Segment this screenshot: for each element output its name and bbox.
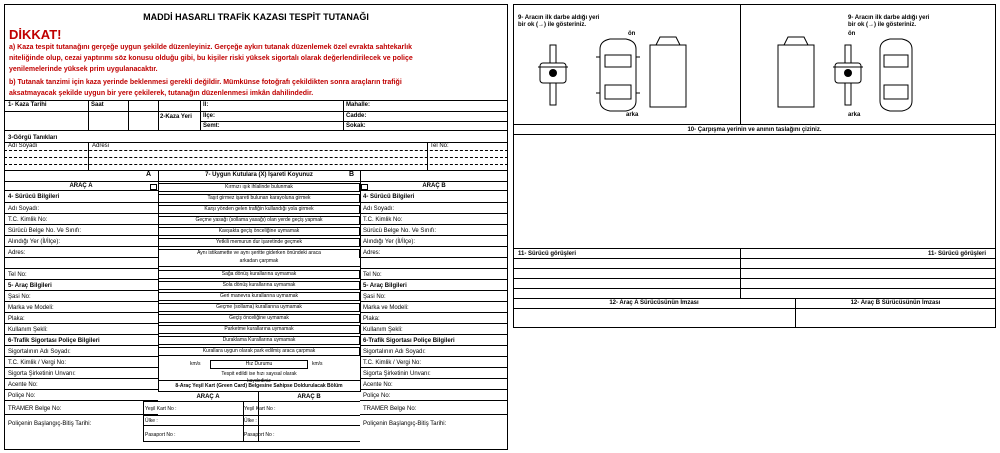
b-tc-label: T.C. Kimlik No: — [363, 217, 403, 223]
s9-b-label-2: bir ok (→) ile gösteriniz. — [848, 22, 917, 28]
s7-row-10[interactable]: Geri manevra kurallarına uymamak — [158, 292, 360, 301]
s11-a-title: 11- Sürücü görüşleri — [518, 251, 577, 257]
b-tramer-label: TRAMER Belge No: — [363, 406, 417, 412]
s7-row-11[interactable]: Geçme (sollama) kurallarına uymamak — [158, 303, 360, 312]
s8-a-ulke: Ülke : — [145, 418, 158, 424]
s8-a-yesil: Yeşil Kart No : — [145, 406, 177, 412]
s7-row-7b: arkadan çarpmak — [158, 258, 360, 267]
saat-label: Saat — [91, 102, 104, 108]
motorcycle-icon — [538, 45, 568, 105]
s7-row-4[interactable]: Geçme yasağı (sollama yasağı) olan yerde geçiş yapmak — [158, 216, 360, 225]
a-sasi-label: Şasi No: — [8, 294, 31, 300]
s9-a-on: ön — [628, 31, 636, 37]
s9-b-vehicles — [770, 35, 930, 115]
signature-a-field[interactable] — [514, 309, 794, 327]
a-belge-label: Sürücü Belge No. Ve Sınıfı: — [8, 228, 82, 234]
s8-arac-b: ARAÇ B — [297, 394, 321, 400]
a-marka-label: Marka ve Modeli: — [8, 305, 54, 311]
s7-hiz-note-2: kaydediniz — [247, 378, 271, 384]
s7-row-1[interactable]: Kırmızı ışık ihlalinde bulunmak — [158, 183, 360, 192]
semt-label: Semt: — [203, 123, 220, 129]
s7-hiz-note: Tespit edildi ise hızı sayısal olarak — [221, 371, 297, 377]
motorcycle-icon — [833, 45, 863, 105]
arac-a-letter: A — [146, 171, 152, 178]
s7-row-5[interactable]: Kavşakta geçiş önceliğine uymamak — [158, 227, 360, 236]
b-tel-label: Tel No: — [363, 272, 382, 278]
s7-row-13[interactable]: Parketme kurallarına uymamak — [158, 325, 360, 334]
a-acente-label: Acente No: — [8, 382, 38, 388]
s9-a-arka: arka — [626, 112, 639, 118]
s7-row-9[interactable]: Sola dönüş kurallarına uymamak — [158, 281, 360, 290]
s9-b-arka: arka — [848, 112, 861, 118]
s8-arac-a: ARAÇ A — [196, 394, 220, 400]
s8-b-yesil: Yeşil Kart No : — [244, 406, 276, 412]
b-vergi-label: T.C. Kimlik / Vergi No: — [363, 360, 422, 366]
tanik-adi-label: Adı Soyadı — [8, 143, 38, 149]
sokak-label: Sokak: — [346, 123, 366, 129]
kaza-yeri-label: 2-Kaza Yeri — [160, 114, 192, 120]
kaza-tarihi-field[interactable] — [8, 112, 86, 128]
a-sigortali-label: Sigortalının Adı Soyadı: — [8, 349, 71, 355]
b-police-label: Poliçe No: — [363, 393, 391, 399]
section-8-title: 8-Araç Yeşil Kart (Green Card) Belgesine Sahipse Doldurulacak Bölüm — [175, 383, 343, 389]
s9-a-label-2: bir ok (→) ile gösteriniz. — [518, 22, 587, 28]
cadde-label: Cadde: — [346, 113, 367, 119]
b-plaka-label: Plaka: — [363, 316, 380, 322]
a-kullanim-label: Kullanım Şekli: — [8, 327, 48, 333]
ilce-label: İlçe: — [203, 113, 216, 119]
tanik-adres-label: Adresi — [92, 143, 110, 149]
s7-row-7[interactable]: Aynı istikamette ve aynı şeritte giderken önündeki araca — [158, 249, 360, 258]
s12-a-title: 12- Araç A Sürücüsünün İmzası — [609, 300, 699, 306]
b-belge-label: Sürücü Belge No. Ve Sınıfı: — [363, 228, 437, 234]
a-alindigi-label: Alındığı Yer (İl/İlçe): — [8, 239, 61, 245]
a-tel-label: Tel No: — [8, 272, 27, 278]
dikkat-heading: DİKKAT! — [9, 27, 62, 42]
section-10-title: 10- Çarpışma yerinin ve anının taslağını çiziniz. — [687, 127, 822, 133]
a-tc-label: T.C. Kimlik No: — [8, 217, 48, 223]
s9-b-label-1: 9- Aracın ilk darbe aldığı yeri — [848, 15, 930, 21]
s9-a-vehicles — [530, 35, 730, 115]
s8-b-ulke: Ülke : — [244, 418, 257, 424]
a-tramer-label: TRAMER Belge No: — [8, 406, 62, 412]
a-police-label: Poliçe No: — [8, 393, 36, 399]
b-sigortali-label: Sigortalının Adı Soyadı: — [363, 349, 426, 355]
kmh-b: km/s — [312, 361, 323, 367]
gorgu-tanik-title: 3-Görgü Tanıkları — [8, 135, 58, 141]
s7-row-8[interactable]: Sağa dönüş kurallarına uymamak — [158, 270, 360, 279]
truck-icon — [778, 37, 814, 107]
arac-b-letter: B — [349, 171, 355, 178]
s9-b-on: ön — [848, 31, 856, 37]
s7-row-15[interactable]: Kurallara uygun olarak park edilmiş araca çarpmak — [158, 347, 360, 356]
arac-b-header: ARAÇ B — [422, 183, 446, 189]
a-sirket-label: Sigorta Şirketinin Unvanı: — [8, 371, 76, 377]
a-baslangic-label: Poliçenin Başlangıç-Bitiş Tarihi: — [8, 421, 92, 427]
s7-row-14[interactable]: Duraklama Kurallarına uymamak — [158, 336, 360, 345]
section-7-title: 7- Uygun Kutulara (X) İşareti Koyunuz — [205, 172, 313, 178]
s7-row-6[interactable]: Yetkili memurun dur işaretinde geçmek — [158, 238, 360, 247]
s8-a-pasaport: Pasaport No : — [145, 432, 176, 438]
b-alindigi-label: Alındığı Yer (İl/İlçe): — [363, 239, 416, 245]
b-sasi-label: Şasi No: — [363, 294, 386, 300]
b-baslangic-label: Poliçenin Başlangıç-Bitiş Tarihi: — [363, 421, 447, 427]
kmh-a: km/s — [190, 361, 201, 367]
s11-b-title: 11- Sürücü görüşleri — [928, 251, 987, 257]
arac-a-header: ARAÇ A — [69, 183, 93, 189]
s9-a-label-1: 9- Aracın ilk darbe aldığı yeri — [518, 15, 600, 21]
s8-b-pasaport: Pasaport No : — [244, 432, 275, 438]
a-adi-label: Adı Soyadı: — [8, 206, 40, 212]
il-label: İl: — [203, 102, 209, 108]
a-adres-label: Adres: — [8, 250, 26, 256]
s7-row-16: Hız Durumu — [210, 360, 308, 369]
b-acente-label: Acente No: — [363, 382, 393, 388]
truck-icon — [650, 37, 686, 107]
b-sirket-label: Sigorta Şirketinin Unvanı: — [363, 371, 431, 377]
b-kullanim-label: Kullanım Şekli: — [363, 327, 403, 333]
a-plaka-label: Plaka: — [8, 316, 25, 322]
car-icon — [596, 39, 640, 111]
car-icon — [880, 39, 912, 111]
b-adi-label: Adı Soyadı: — [363, 206, 395, 212]
checkbox-a[interactable] — [150, 184, 157, 190]
s7-row-3[interactable]: Karşı yönden gelen trafiğin kullandığı yola girmek — [158, 205, 360, 214]
a-vergi-label: T.C. Kimlik / Vergi No: — [8, 360, 67, 366]
saat-field[interactable] — [90, 112, 126, 128]
mahalle-label: Mahalle: — [346, 102, 371, 108]
s12-b-title: 12- Araç B Sürücüsünün İmzası — [850, 300, 941, 306]
kaza-tarihi-label: 1- Kaza Tarihi — [8, 102, 47, 108]
sketch-area[interactable] — [514, 135, 995, 248]
s7-row-2[interactable]: Taşıt girmez işareti bulunan karayoluna girmek — [158, 194, 360, 203]
s7-row-12[interactable]: Geçiş önceliğine uymamak — [158, 314, 360, 323]
b-marka-label: Marka ve Modeli: — [363, 305, 409, 311]
signature-b-field[interactable] — [796, 309, 995, 327]
form-title: MADDİ HASARLI TRAFİK KAZASI TESPİT TUTANAĞI — [143, 12, 369, 22]
tanik-tel-label: Tel No: — [430, 143, 449, 149]
b-adres-label: Adres: — [363, 250, 381, 256]
checkbox-b[interactable] — [361, 184, 368, 190]
